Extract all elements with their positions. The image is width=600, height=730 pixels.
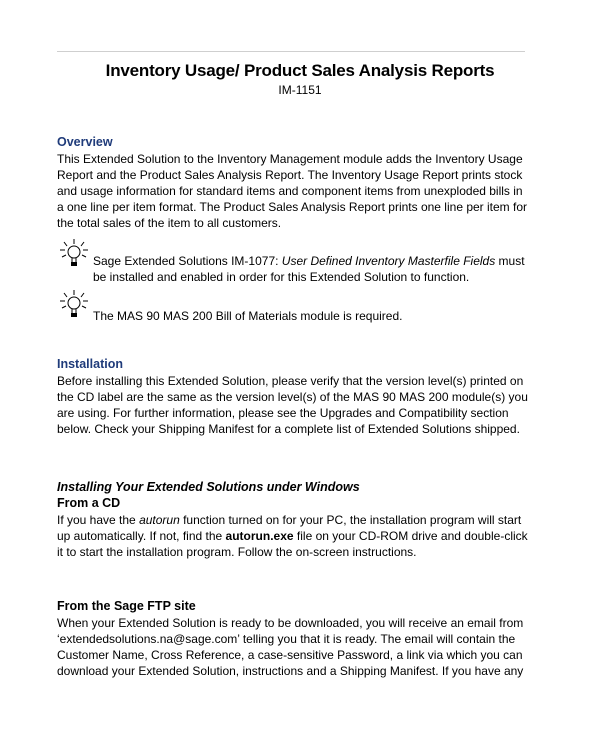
cd-text-3: file on your CD-ROM drive and double-click it to start the installation program. Follow the on-screen instructions. [57,529,528,560]
from-cd-paragraph [57,512,532,560]
from-cd-heading: From a CD [57,496,121,510]
note-required-extended-solution [93,253,533,285]
autorun-term: autorun [139,513,180,527]
note1-italic-title: User Defined Inventory Masterfile Fields [281,254,496,268]
note-bill-of-materials: The MAS 90 MAS 200 Bill of Materials module is required. [93,309,403,323]
document-id: IM-1151 [278,83,322,97]
installation-heading: Installation [57,357,123,371]
cd-text-2: function turned on for your PC, the installation program will start up automatically. If not, find the [57,513,522,544]
overview-paragraph: This Extended Solution to the Inventory Management module adds the Inventory Usage Report and the Product Sales Analysis Report. The Inventory Usage Report prints stock and usage information for standard items and component items from unexploded bills in a one line per item format. The Product Sales Analysis Report prints one line per item for the total sales of the item to all customers. [57,152,528,231]
document-title: Inventory Usage/ Product Sales Analysis Reports [105,61,495,80]
from-ftp-heading: From the Sage FTP site [57,599,196,613]
installation-paragraph: Before installing this Extended Solution, please verify that the version level(s) printed on the CD label are the same as the version level(s) of the MAS 90 MAS 200 module(s) you are using. For further information, please see the Upgrades and Compatibility section below. Check your Shipping Manifest for a complete list of Extended Solutions shipped. [57,374,528,437]
note1-prefix: Sage Extended Solutions IM-1077: [93,254,282,268]
overview-heading: Overview [57,135,113,149]
from-ftp-paragraph: When your Extended Solution is ready to be downloaded, you will receive an email from ‘extendedsolutions.na@sage.com’ telling you that it is ready. The email will contain the Customer Name, Cross Reference, a case-sensitive Password, a link via which you can download your Extended Solution, instructions and a Shipping Manifest. If you have any [57,616,524,679]
lightbulb-icon [58,288,90,320]
note1-suffix: must be installed and enabled in order for this Extended Solution to function. [93,254,525,285]
windows-install-heading: Installing Your Extended Solutions under Windows [57,480,360,494]
autorun-exe-filename: autorun.exe [225,529,294,544]
header-divider [57,51,525,52]
cd-text-1: If you have the [57,513,140,527]
lightbulb-icon [58,237,90,269]
